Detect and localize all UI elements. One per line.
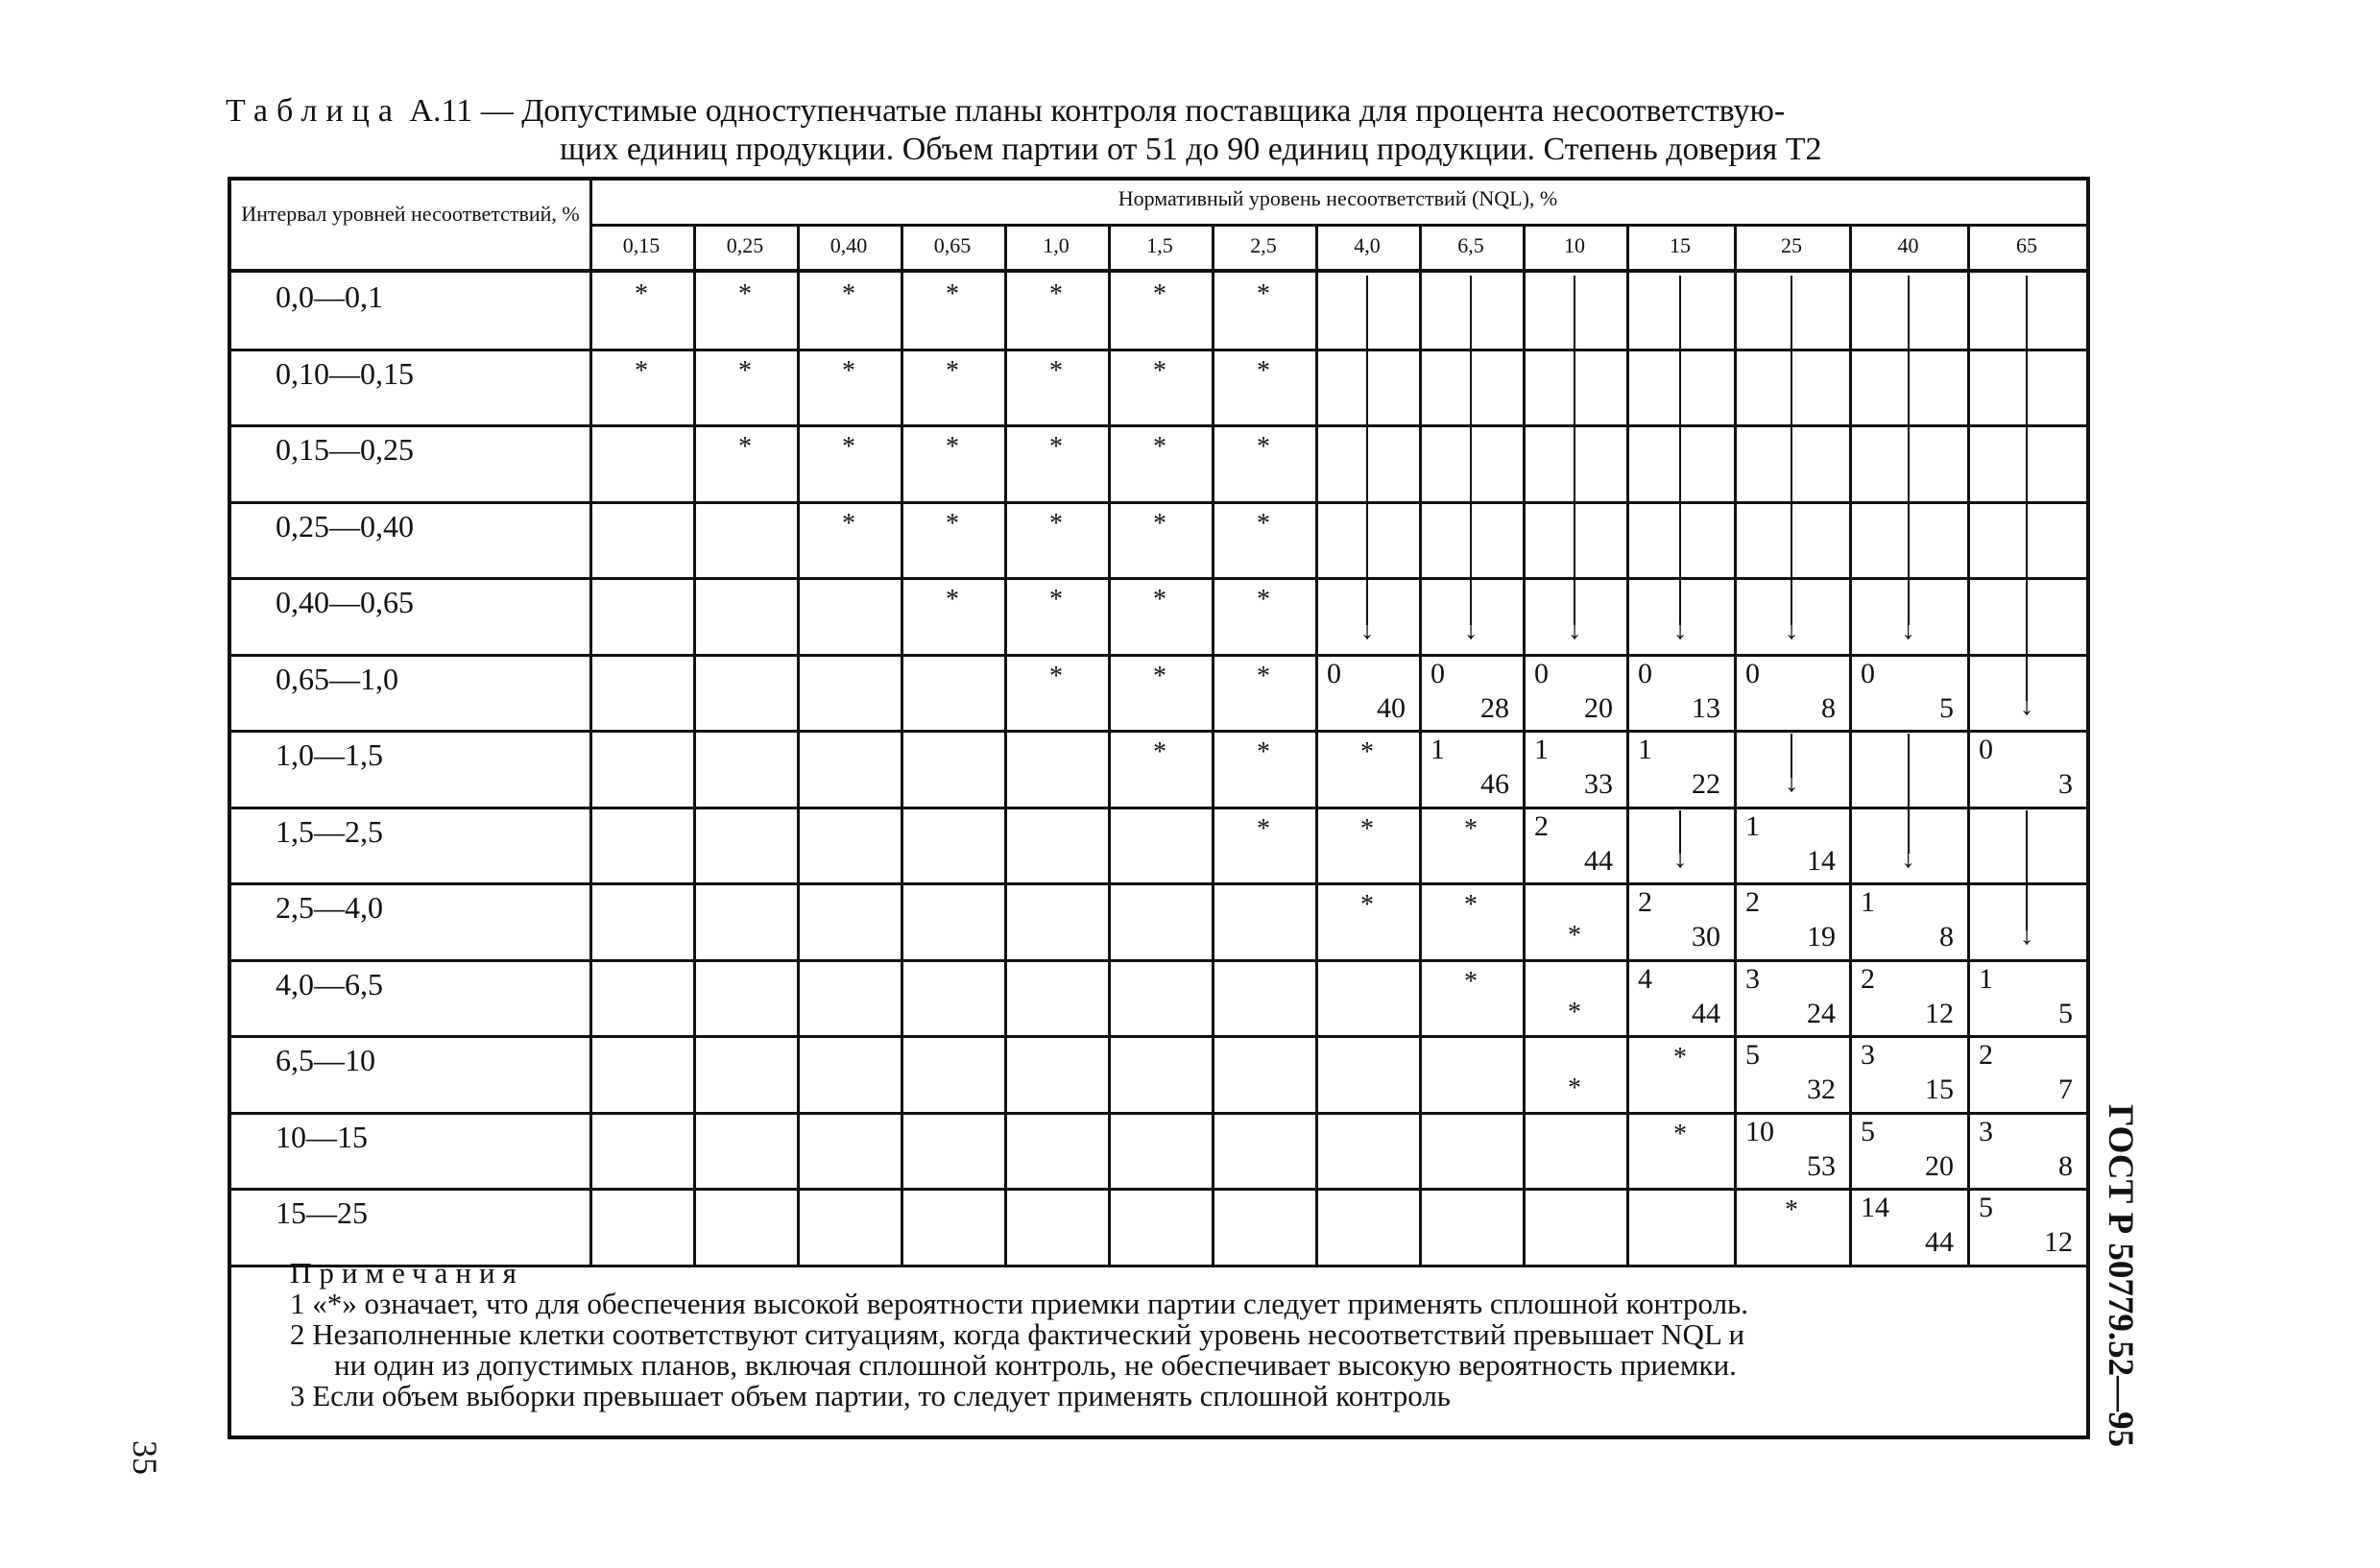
sample-size: 44 [1692,997,1720,1029]
arrow-shaft [1908,505,1910,582]
down-arrow-icon: ↓ [1672,613,1688,645]
arrow-shaft [1470,276,1472,352]
acceptance-number: 14 [1861,1192,1889,1223]
acceptance-number: 10 [1745,1115,1774,1147]
row-interval-label: 0,15—0,25 [276,432,414,467]
acceptance-number: 0 [1430,657,1445,689]
full-inspection-mark: * [1360,890,1374,920]
full-inspection-mark: * [1153,737,1166,767]
acceptance-number: 0 [1979,734,1993,765]
row-interval-label: 0,0—0,1 [276,279,383,314]
row-divider [231,807,2086,809]
full-inspection-mark: * [1257,585,1270,615]
full-inspection-mark: * [1785,1195,1798,1225]
row-interval-label: 1,5—2,5 [276,813,383,849]
column-divider [1734,224,1737,1265]
acceptance-number: 2 [1638,886,1652,918]
sample-size: 44 [1925,1226,1954,1258]
arrow-shaft [1470,428,1472,505]
note-1: 1 «*» означает, что для обеспечения высокой вероятности приемки партии следует применять сплошной контроль. [290,1287,1748,1320]
row-interval-label: 0,25—0,40 [276,508,414,543]
arrow-shaft [1679,276,1681,352]
caption-line-2: щих единиц продукции. Объем партии от 51 до 90 единиц продукции. Степень доверия Т2 [560,132,1822,167]
row-interval-label: 0,40—0,65 [276,585,414,619]
arrow-shaft [1470,505,1472,582]
acceptance-number: 1 [1745,809,1760,842]
arrow-shaft [2026,810,2028,887]
row-interval-label: 1,0—1,5 [276,737,383,772]
sample-size: 7 [2058,1073,2073,1105]
down-arrow-icon: ↓ [1784,613,1799,645]
full-inspection-mark: * [1464,966,1478,997]
acceptance-number: 5 [1745,1039,1760,1071]
nql-column-header: 0,25 [726,233,764,257]
standard-code: ГОСТ Р 50779.52—95 [2101,1104,2140,1448]
row-interval-label: 0,10—0,15 [276,355,414,391]
arrow-shaft [1908,428,1910,505]
acceptance-number: 1 [1861,886,1875,918]
arrow-shaft [1791,276,1792,352]
full-inspection-mark: * [1568,997,1581,1027]
caption-line-1: А.11 — Допустимые одноступенчатые планы контроля поставщика для процента несоответствую- [400,93,1786,129]
sample-size: 33 [1584,768,1613,800]
acceptance-number: 0 [1745,657,1760,689]
header-divider [589,224,2086,227]
column-divider [1004,224,1007,1265]
acceptance-number: 0 [1638,657,1652,689]
column-divider [901,224,903,1265]
acceptance-number: 2 [1979,1039,1993,1071]
down-arrow-icon: ↓ [1901,613,1915,645]
acceptance-number: 3 [1745,962,1760,995]
column-divider [1849,224,1852,1265]
arrow-shaft [1791,505,1792,582]
full-inspection-mark: * [1464,890,1478,920]
nql-column-header: 25 [1781,233,1802,257]
column-divider [797,224,800,1265]
acceptance-number: 1 [1979,962,1993,995]
full-inspection-mark: * [1049,355,1063,386]
row-interval-label: 0,65—1,0 [276,661,398,696]
arrow-shaft [2026,276,2028,352]
sample-size: 5 [2058,997,2073,1029]
full-inspection-mark: * [1049,508,1063,539]
sample-size: 8 [2058,1149,2073,1182]
row-divider [231,1188,2086,1191]
arrow-shaft [1791,428,1792,505]
note-2a: 2 Незаполненные клетки соответствуют ситуациям, когда фактический уровень несоответствий превышает NQL и [290,1317,1745,1351]
plans-table [228,177,2090,1439]
full-inspection-mark: * [1153,279,1166,309]
column-divider [1967,224,1970,1265]
acceptance-number: 2 [1745,886,1760,918]
sample-size: 46 [1480,768,1509,800]
column-divider [589,181,592,1265]
row-interval-label: 15—25 [276,1195,368,1230]
down-arrow-icon: ↓ [1672,842,1688,874]
sample-size: 15 [1925,1073,1954,1105]
sample-size: 20 [1925,1149,1954,1182]
column-divider [693,224,696,1265]
row-divider [231,1112,2086,1115]
down-arrow-icon: ↓ [2019,918,2034,951]
nql-column-header: 4,0 [1354,233,1381,257]
nql-header: Нормативный уровень несоответствий (NQL), % [1118,186,1558,210]
arrow-shaft [1366,505,1368,582]
nql-column-header: 15 [1670,233,1691,257]
full-inspection-mark: * [842,432,855,462]
column-divider [1419,224,1422,1265]
column-divider [1626,224,1629,1265]
arrow-shaft [1574,428,1575,505]
arrow-shaft [1908,352,1910,429]
row-divider [231,349,2086,351]
acceptance-number: 0 [1327,657,1341,689]
full-inspection-mark: * [946,585,959,615]
row-divider [231,424,2086,427]
nql-column-header: 10 [1564,233,1585,257]
arrow-shaft [2026,581,2028,658]
full-inspection-mark: * [1257,355,1270,386]
column-divider [1315,224,1318,1265]
sample-size: 12 [2044,1226,2073,1258]
full-inspection-mark: * [1153,585,1166,615]
full-inspection-mark: * [842,508,855,539]
arrow-shaft [1366,352,1368,429]
full-inspection-mark: * [946,508,959,539]
arrow-shaft [2026,428,2028,505]
nql-column-header: 40 [1897,233,1919,257]
nql-column-header: 0,15 [622,233,661,257]
full-inspection-mark: * [1153,355,1166,386]
sample-size: 53 [1807,1149,1836,1182]
sample-size: 19 [1807,921,1836,953]
row-divider [231,882,2086,885]
sample-size: 12 [1925,997,1954,1029]
arrow-shaft [1791,352,1792,429]
row-interval-label: 6,5—10 [276,1043,375,1077]
corner-header: Интервал уровней несоответствий, % [241,202,580,226]
nql-column-header: 65 [2016,233,2037,257]
acceptance-number: 1 [1534,734,1549,765]
row-divider [231,959,2086,962]
down-arrow-icon: ↓ [1901,842,1915,874]
full-inspection-mark: * [1049,279,1063,309]
column-divider [1523,224,1526,1265]
full-inspection-mark: * [1257,508,1270,539]
arrow-shaft [1679,428,1681,505]
arrow-shaft [1679,505,1681,582]
sample-size: 14 [1807,844,1836,877]
sample-size: 24 [1807,997,1836,1029]
sample-size: 13 [1692,691,1720,724]
table-caption [226,92,2098,169]
note-3: 3 Если объем выборки превышает объем партии, то следует применять сплошной контроль [290,1379,1451,1412]
nql-column-header: 0,40 [829,233,868,257]
row-interval-label: 2,5—4,0 [276,890,383,925]
arrow-shaft [1574,505,1575,582]
acceptance-number: 4 [1638,962,1652,995]
nql-column-header: 1,5 [1146,233,1173,257]
full-inspection-mark: * [738,432,752,462]
arrow-shaft [2026,505,2028,582]
sample-size: 28 [1480,691,1509,724]
full-inspection-mark: * [1360,737,1374,767]
full-inspection-mark: * [1568,921,1581,951]
sample-size: 44 [1584,844,1613,877]
arrow-shaft [1366,276,1368,352]
nql-column-header: 1,0 [1043,233,1070,257]
full-inspection-mark: * [1673,1043,1687,1073]
full-inspection-mark: * [1257,432,1270,462]
sample-size: 32 [1807,1073,1836,1105]
column-divider [1212,224,1214,1265]
full-inspection-mark: * [946,432,959,462]
row-divider [231,730,2086,733]
full-inspection-mark: * [1568,1073,1581,1103]
full-inspection-mark: * [1257,279,1270,309]
nql-column-header: 6,5 [1457,233,1484,257]
acceptance-number: 0 [1534,657,1549,689]
arrow-shaft [2026,352,2028,429]
acceptance-number: 0 [1861,657,1875,689]
full-inspection-mark: * [1464,813,1478,844]
acceptance-number: 2 [1534,809,1549,842]
sample-size: 5 [1939,691,1954,724]
full-inspection-mark: * [738,355,752,386]
full-inspection-mark: * [1257,737,1270,767]
full-inspection-mark: * [635,279,648,309]
notes-block [290,1258,2085,1433]
row-interval-label: 4,0—6,5 [276,966,383,1001]
full-inspection-mark: * [842,355,855,386]
arrow-shaft [1574,276,1575,352]
arrow-shaft [1470,352,1472,429]
row-divider [231,501,2086,504]
notes-title: Примечания [290,1258,524,1290]
full-inspection-mark: * [1257,661,1270,691]
down-arrow-icon: ↓ [1463,613,1478,645]
sample-size: 8 [1939,921,1954,953]
full-inspection-mark: * [946,355,959,386]
sample-size: 20 [1584,691,1613,724]
nql-column-header: 0,65 [933,233,972,257]
arrow-shaft [1908,276,1910,352]
full-inspection-mark: * [1049,585,1063,615]
down-arrow-icon: ↓ [1359,613,1375,645]
full-inspection-mark: * [1360,813,1374,844]
down-arrow-icon: ↓ [1567,613,1582,645]
sample-size: 8 [1821,691,1836,724]
nql-column-header: 2,5 [1250,233,1277,257]
note-2b: ни один из допустимых планов, включая сплошной контроль, не обеспечивает высокую вероятность приемки. [334,1348,1737,1382]
down-arrow-icon: ↓ [2019,689,2034,721]
column-divider [1108,224,1111,1265]
row-interval-label: 10—15 [276,1119,368,1154]
row-divider [231,1035,2086,1038]
sample-size: 22 [1692,768,1720,800]
full-inspection-mark: * [946,279,959,309]
full-inspection-mark: * [1673,1119,1687,1149]
full-inspection-mark: * [1257,813,1270,844]
acceptance-number: 3 [1979,1115,1993,1147]
caption-prefix: Таблица [226,93,401,129]
row-divider [231,577,2086,580]
arrow-shaft [1366,428,1368,505]
acceptance-number: 1 [1638,734,1652,765]
acceptance-number: 5 [1861,1115,1875,1147]
acceptance-number: 3 [1861,1039,1875,1071]
arrow-shaft [1679,352,1681,429]
full-inspection-mark: * [1153,432,1166,462]
full-inspection-mark: * [738,279,752,309]
full-inspection-mark: * [635,355,648,386]
sample-size: 3 [2058,768,2073,800]
page-number: 35 [126,1440,164,1475]
sample-size: 40 [1377,691,1406,724]
arrow-shaft [1908,734,1910,810]
acceptance-number: 2 [1861,962,1875,995]
down-arrow-icon: ↓ [1784,765,1799,798]
full-inspection-mark: * [1049,661,1063,691]
arrow-shaft [1574,352,1575,429]
sample-size: 30 [1692,921,1720,953]
row-divider [231,654,2086,657]
acceptance-number: 1 [1430,734,1445,765]
acceptance-number: 5 [1979,1192,1993,1223]
full-inspection-mark: * [1049,432,1063,462]
full-inspection-mark: * [1153,508,1166,539]
full-inspection-mark: * [1153,661,1166,691]
full-inspection-mark: * [842,279,855,309]
header-bottom-divider [231,269,2086,273]
